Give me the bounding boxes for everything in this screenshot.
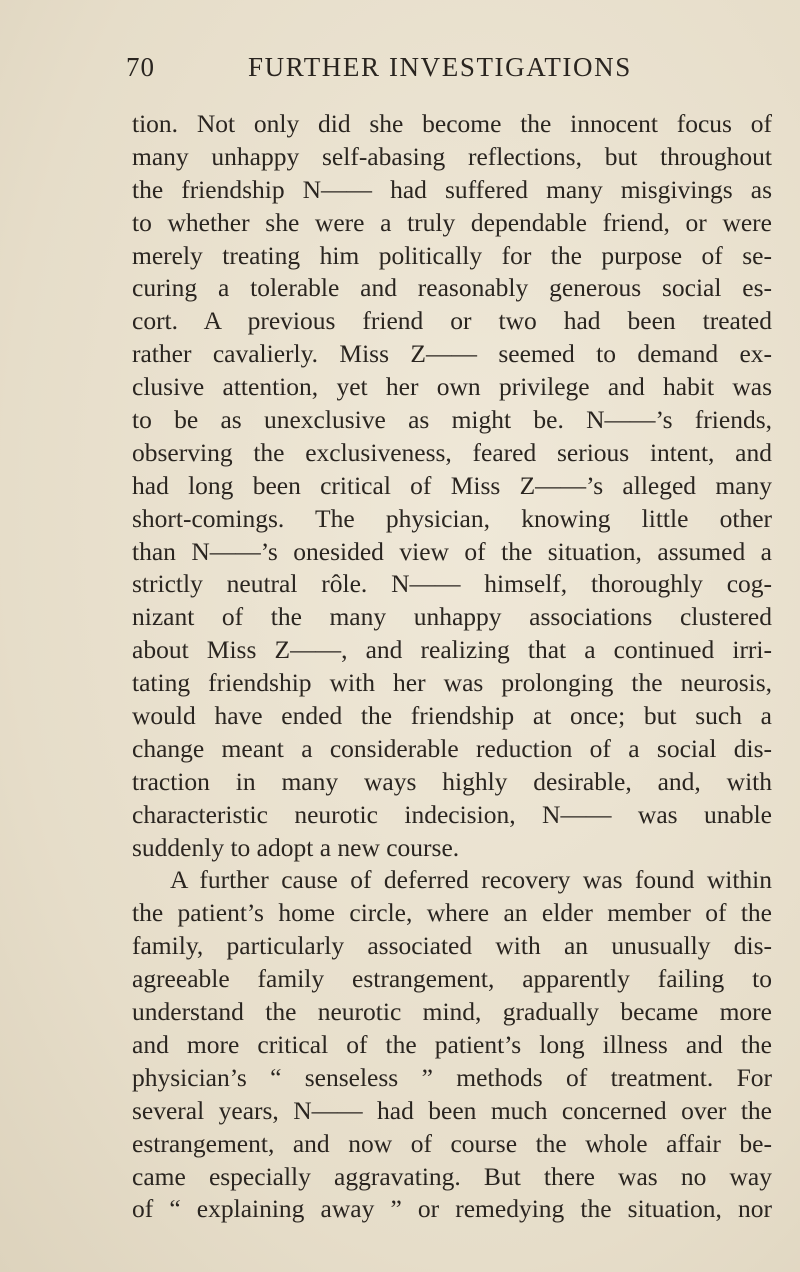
text-line-paragraph-start: A further cause of deferred recovery was found within <box>170 865 772 895</box>
text-line-paragraph-end: suddenly to adopt a new course. <box>132 832 460 862</box>
text-line: had long been critical of Miss Z——’s alleged many <box>132 470 772 500</box>
text-line: the patient’s home circle, where an elder member of the <box>132 898 772 928</box>
text-line: merely treating him politically for the purpose of se- <box>132 240 772 270</box>
text-line: understand the neurotic mind, gradually became more <box>132 997 772 1027</box>
text-line: tion. Not only did she become the innocent focus of <box>132 109 772 138</box>
text-line: agreeable family estrangement, apparently failing to <box>132 964 772 994</box>
text-line: strictly neutral rôle. N—— himself, thoroughly cog- <box>132 569 772 599</box>
text-line: tating friendship with her was prolonging the neurosis, <box>132 668 772 698</box>
page-number: 70 <box>126 52 155 82</box>
text-line: traction in many ways highly desirable, and, with <box>132 766 772 796</box>
text-line: family, particularly associated with an unusually dis- <box>132 931 772 961</box>
text-line: would have ended the friendship at once; but such a <box>132 701 772 731</box>
text-line: characteristic neurotic indecision, N—— was unable <box>132 799 772 829</box>
text-line: nizant of the many unhappy associations clustered <box>132 602 772 632</box>
text-line: and more critical of the patient’s long illness and the <box>132 1029 772 1059</box>
text-line: curing a tolerable and reasonably generous social es- <box>132 273 772 303</box>
text-line: rather cavalierly. Miss Z—— seemed to demand ex- <box>132 339 772 369</box>
text-line: several years, N—— had been much concerned over the <box>132 1095 772 1125</box>
text-line: of “ explaining away ” or remedying the situation, nor <box>132 1194 772 1224</box>
text-line: change meant a considerable reduction of a social dis- <box>132 733 772 763</box>
running-head: FURTHER INVESTIGATIONS <box>248 52 632 82</box>
text-line: observing the exclusiveness, feared serious intent, and <box>132 437 772 467</box>
text-line: than N——’s onesided view of the situation, assumed a <box>132 536 772 566</box>
text-line: to whether she were a truly dependable friend, or were <box>132 207 772 237</box>
text-line: cort. A previous friend or two had been treated <box>132 306 772 336</box>
text-line: clusive attention, yet her own privilege and habit was <box>132 372 772 402</box>
text-line: short-comings. The physician, knowing little other <box>132 503 772 533</box>
text-line: about Miss Z——, and realizing that a continued irri- <box>132 635 772 665</box>
text-line: the friendship N—— had suffered many misgivings as <box>132 174 772 204</box>
text-line: physician’s “ senseless ” methods of treatment. For <box>132 1062 772 1092</box>
page-header <box>0 52 800 92</box>
text-line: to be as unexclusive as might be. N——’s friends, <box>132 405 772 435</box>
text-line: many unhappy self-abasing reflections, but throughout <box>132 141 772 171</box>
text-line: estrangement, and now of course the whole affair be- <box>132 1128 772 1158</box>
text-line: came especially aggravating. But there was no way <box>132 1161 772 1191</box>
body-text <box>132 108 772 1226</box>
